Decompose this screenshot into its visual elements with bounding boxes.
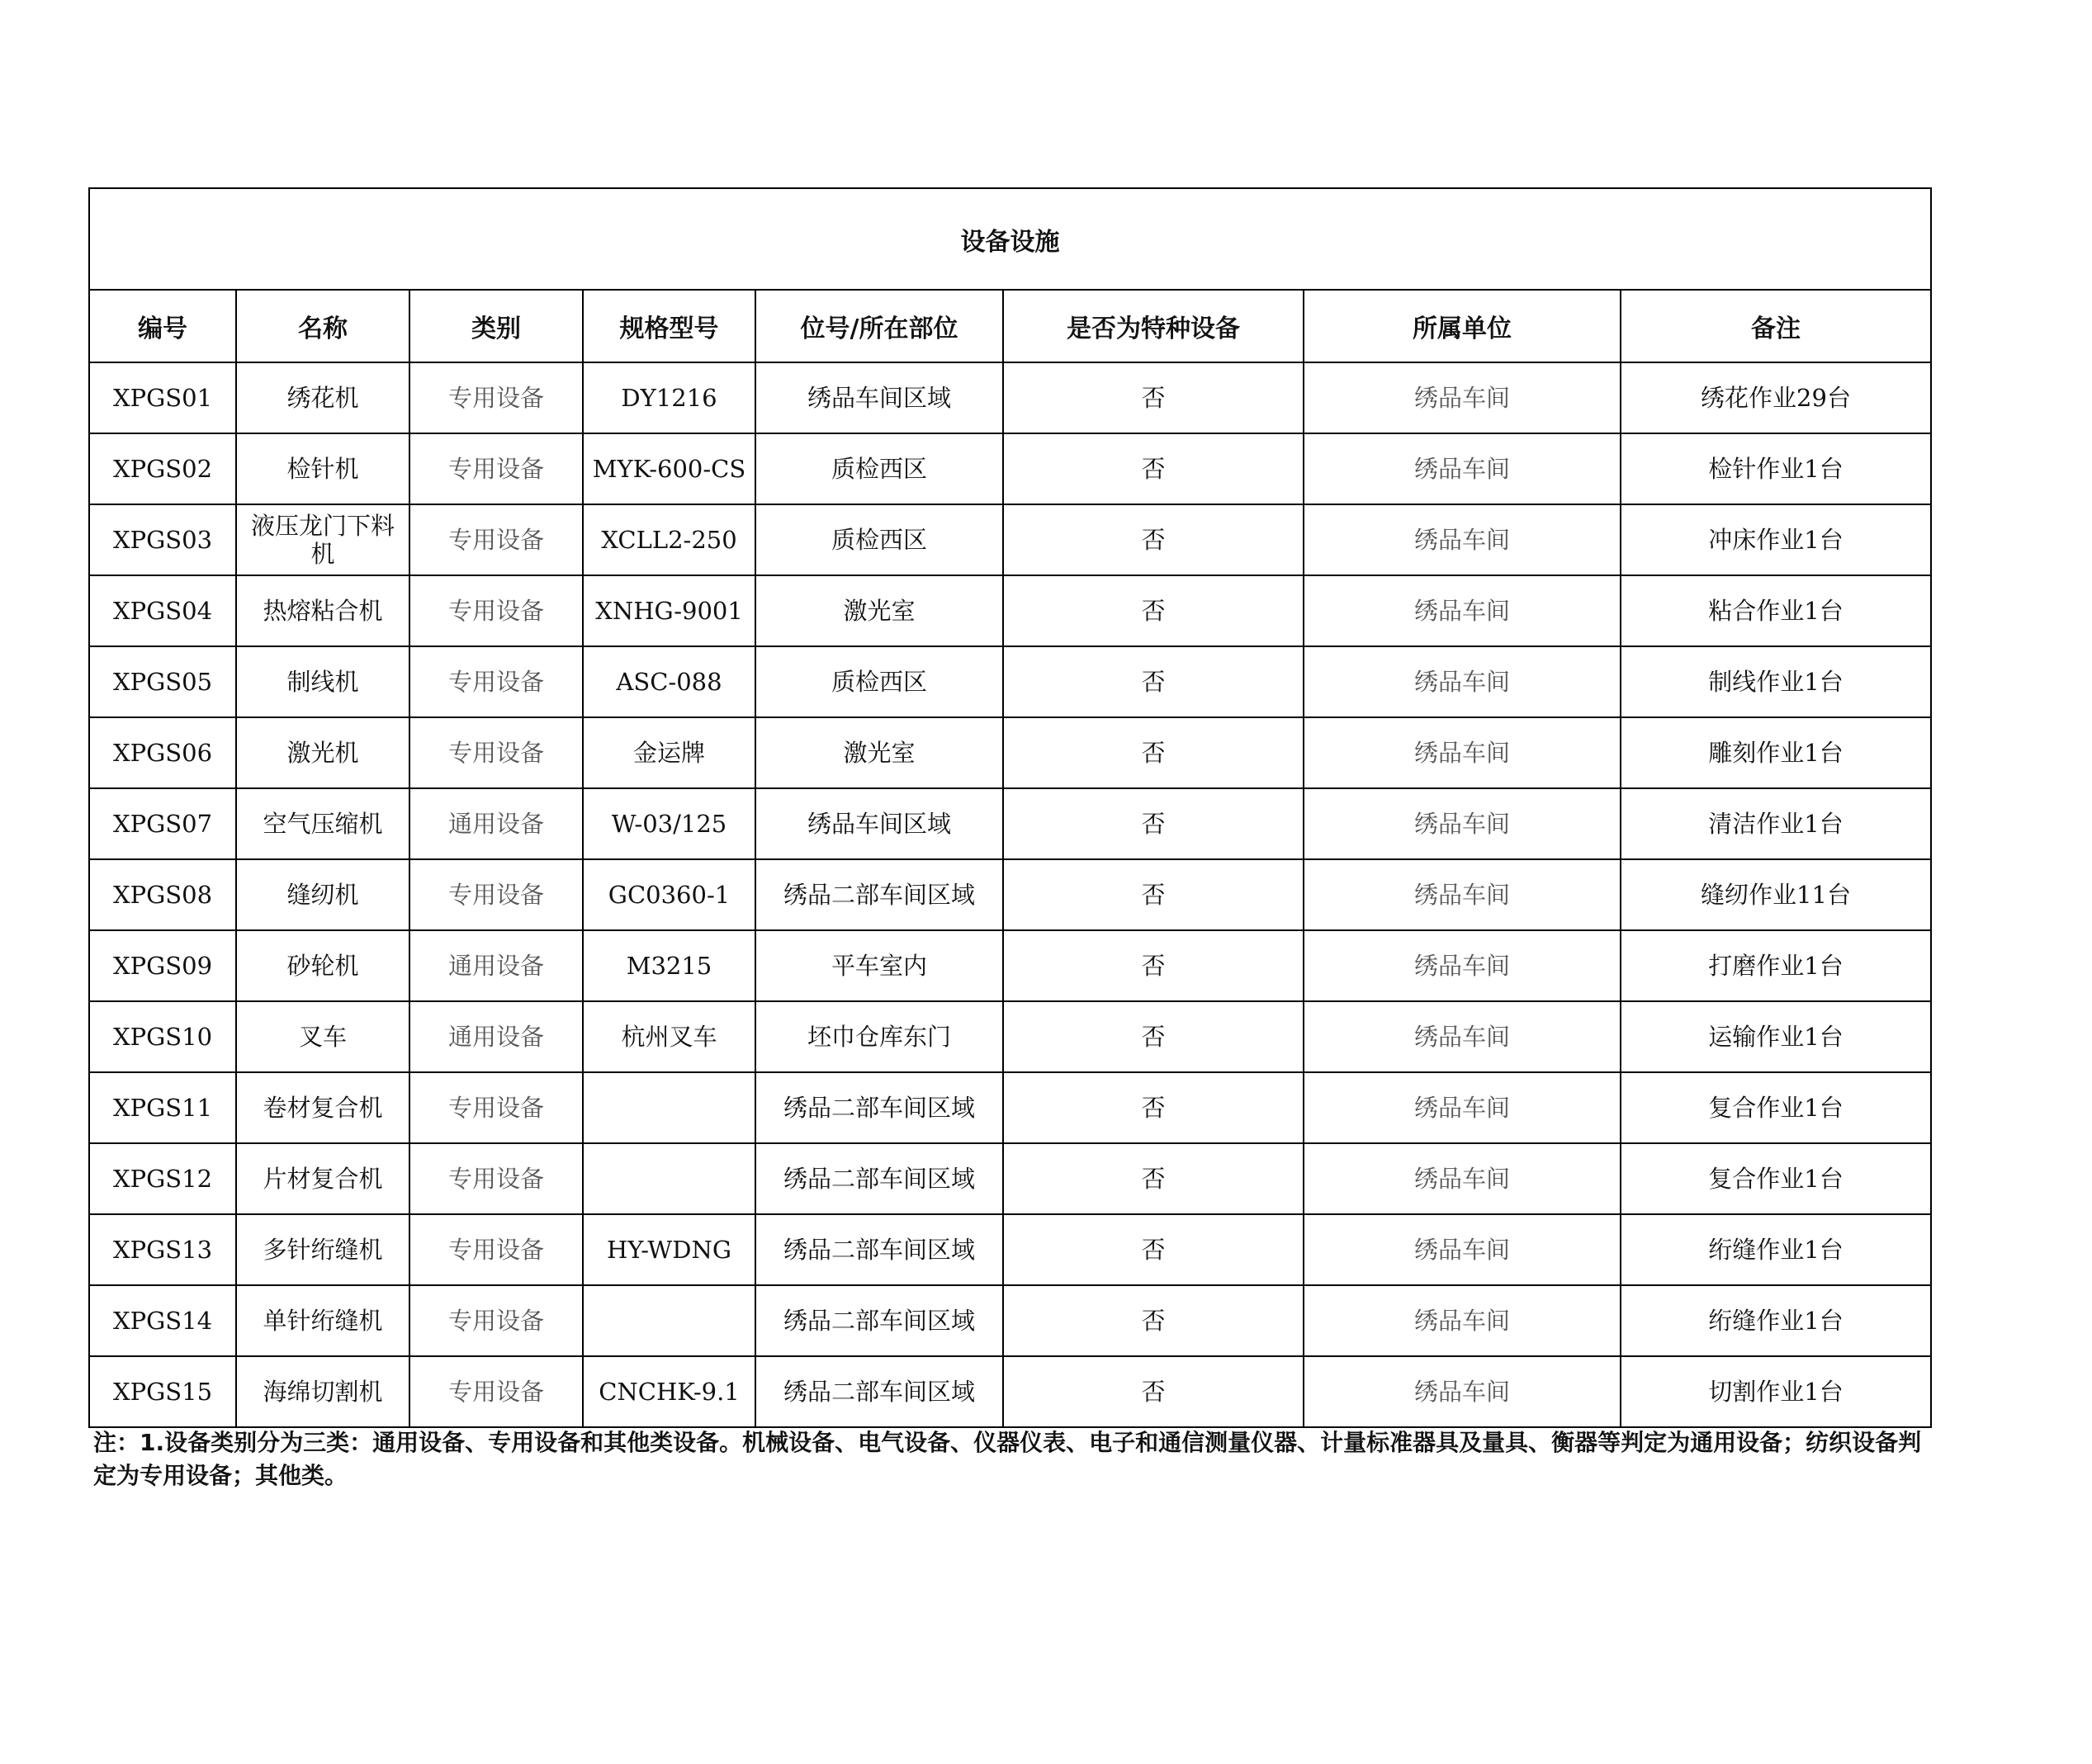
cell-name: 热熔粘合机 bbox=[236, 575, 409, 646]
column-header-category: 类别 bbox=[409, 290, 583, 362]
cell-unit: 绣品车间 bbox=[1304, 1285, 1621, 1356]
cell-special: 否 bbox=[1003, 575, 1304, 646]
table-row bbox=[89, 1001, 1931, 1072]
table-row bbox=[89, 930, 1931, 1001]
table-row bbox=[89, 1143, 1931, 1214]
cell-id: XPGS04 bbox=[89, 575, 236, 646]
cell-unit: 绣品车间 bbox=[1304, 717, 1621, 788]
cell-category: 专用设备 bbox=[409, 433, 583, 504]
cell-category: 专用设备 bbox=[409, 1356, 583, 1427]
cell-category: 通用设备 bbox=[409, 930, 583, 1001]
column-header-location: 位号/所在部位 bbox=[755, 290, 1003, 362]
cell-location: 平车室内 bbox=[755, 930, 1003, 1001]
cell-special: 否 bbox=[1003, 362, 1304, 433]
cell-unit: 绣品车间 bbox=[1304, 575, 1621, 646]
cell-id: XPGS09 bbox=[89, 930, 236, 1001]
cell-model bbox=[583, 1285, 755, 1356]
cell-remarks: 冲床作业1台 bbox=[1621, 504, 1931, 575]
cell-unit: 绣品车间 bbox=[1304, 930, 1621, 1001]
cell-location: 绣品车间区域 bbox=[755, 788, 1003, 859]
cell-model: W-03/125 bbox=[583, 788, 755, 859]
cell-special: 否 bbox=[1003, 1143, 1304, 1214]
cell-unit: 绣品车间 bbox=[1304, 1214, 1621, 1285]
cell-special: 否 bbox=[1003, 646, 1304, 717]
cell-remarks: 缝纫作业11台 bbox=[1621, 859, 1931, 930]
cell-id: XPGS12 bbox=[89, 1143, 236, 1214]
footnote: 注：1.设备类别分为三类：通用设备、专用设备和其他类设备。机械设备、电气设备、仪器仪表、电子和通信测量仪器、计量标准器具及量具、衡器等判定为通用设备；纺织设备判定为专用设备；其他类。 bbox=[93, 1429, 1922, 1489]
cell-location: 绣品二部车间区域 bbox=[755, 1072, 1003, 1143]
cell-category: 专用设备 bbox=[409, 859, 583, 930]
cell-id: XPGS11 bbox=[89, 1072, 236, 1143]
cell-remarks: 粘合作业1台 bbox=[1621, 575, 1931, 646]
table-body bbox=[89, 362, 1931, 1427]
cell-model: XCLL2-250 bbox=[583, 504, 755, 575]
cell-name: 叉车 bbox=[236, 1001, 409, 1072]
cell-name: 单针绗缝机 bbox=[236, 1285, 409, 1356]
cell-unit: 绣品车间 bbox=[1304, 1143, 1621, 1214]
cell-remarks: 打磨作业1台 bbox=[1621, 930, 1931, 1001]
cell-name: 片材复合机 bbox=[236, 1143, 409, 1214]
cell-location: 激光室 bbox=[755, 575, 1003, 646]
cell-special: 否 bbox=[1003, 1072, 1304, 1143]
table-row bbox=[89, 504, 1931, 575]
cell-model: CNCHK-9.1 bbox=[583, 1356, 755, 1427]
cell-id: XPGS10 bbox=[89, 1001, 236, 1072]
cell-category: 专用设备 bbox=[409, 362, 583, 433]
cell-id: XPGS06 bbox=[89, 717, 236, 788]
cell-remarks: 检针作业1台 bbox=[1621, 433, 1931, 504]
cell-unit: 绣品车间 bbox=[1304, 433, 1621, 504]
cell-remarks: 制线作业1台 bbox=[1621, 646, 1931, 717]
cell-category: 专用设备 bbox=[409, 504, 583, 575]
cell-remarks: 清洁作业1台 bbox=[1621, 788, 1931, 859]
cell-location: 绣品二部车间区域 bbox=[755, 1143, 1003, 1214]
table-row bbox=[89, 575, 1931, 646]
table-row bbox=[89, 1285, 1931, 1356]
cell-name: 空气压缩机 bbox=[236, 788, 409, 859]
cell-id: XPGS08 bbox=[89, 859, 236, 930]
cell-name: 检针机 bbox=[236, 433, 409, 504]
cell-remarks: 绗缝作业1台 bbox=[1621, 1214, 1931, 1285]
cell-model bbox=[583, 1143, 755, 1214]
cell-remarks: 运输作业1台 bbox=[1621, 1001, 1931, 1072]
table-title: 设备设施 bbox=[89, 188, 1931, 290]
cell-unit: 绣品车间 bbox=[1304, 1072, 1621, 1143]
column-header-unit: 所属单位 bbox=[1304, 290, 1621, 362]
cell-name: 缝纫机 bbox=[236, 859, 409, 930]
cell-unit: 绣品车间 bbox=[1304, 1356, 1621, 1427]
cell-id: XPGS15 bbox=[89, 1356, 236, 1427]
cell-location: 绣品车间区域 bbox=[755, 362, 1003, 433]
cell-name: 绣花机 bbox=[236, 362, 409, 433]
cell-unit: 绣品车间 bbox=[1304, 362, 1621, 433]
cell-model: GC0360-1 bbox=[583, 859, 755, 930]
cell-unit: 绣品车间 bbox=[1304, 859, 1621, 930]
cell-model: M3215 bbox=[583, 930, 755, 1001]
cell-model: HY-WDNG bbox=[583, 1214, 755, 1285]
cell-unit: 绣品车间 bbox=[1304, 504, 1621, 575]
cell-remarks: 绣花作业29台 bbox=[1621, 362, 1931, 433]
cell-id: XPGS01 bbox=[89, 362, 236, 433]
cell-remarks: 切割作业1台 bbox=[1621, 1356, 1931, 1427]
cell-special: 否 bbox=[1003, 717, 1304, 788]
table-row bbox=[89, 646, 1931, 717]
cell-name: 卷材复合机 bbox=[236, 1072, 409, 1143]
cell-special: 否 bbox=[1003, 1356, 1304, 1427]
cell-name: 制线机 bbox=[236, 646, 409, 717]
header-row bbox=[89, 290, 1931, 362]
cell-id: XPGS14 bbox=[89, 1285, 236, 1356]
cell-special: 否 bbox=[1003, 1001, 1304, 1072]
column-header-special-equipment: 是否为特种设备 bbox=[1003, 290, 1304, 362]
table-row bbox=[89, 1214, 1931, 1285]
column-header-model: 规格型号 bbox=[583, 290, 755, 362]
cell-model bbox=[583, 1072, 755, 1143]
cell-model: 金运牌 bbox=[583, 717, 755, 788]
table-row bbox=[89, 717, 1931, 788]
cell-unit: 绣品车间 bbox=[1304, 646, 1621, 717]
cell-remarks: 复合作业1台 bbox=[1621, 1143, 1931, 1214]
cell-category: 专用设备 bbox=[409, 1285, 583, 1356]
cell-remarks: 雕刻作业1台 bbox=[1621, 717, 1931, 788]
title-row bbox=[89, 188, 1931, 290]
cell-id: XPGS05 bbox=[89, 646, 236, 717]
cell-category: 专用设备 bbox=[409, 575, 583, 646]
cell-model: 杭州叉车 bbox=[583, 1001, 755, 1072]
cell-model: XNHG-9001 bbox=[583, 575, 755, 646]
cell-location: 质检西区 bbox=[755, 433, 1003, 504]
table-row bbox=[89, 362, 1931, 433]
column-header-id: 编号 bbox=[89, 290, 236, 362]
cell-special: 否 bbox=[1003, 1285, 1304, 1356]
cell-location: 激光室 bbox=[755, 717, 1003, 788]
cell-category: 通用设备 bbox=[409, 788, 583, 859]
column-header-name: 名称 bbox=[236, 290, 409, 362]
cell-id: XPGS02 bbox=[89, 433, 236, 504]
cell-id: XPGS03 bbox=[89, 504, 236, 575]
cell-location: 绣品二部车间区域 bbox=[755, 1214, 1003, 1285]
cell-model: MYK-600-CS bbox=[583, 433, 755, 504]
cell-special: 否 bbox=[1003, 788, 1304, 859]
table-row bbox=[89, 1072, 1931, 1143]
table-row bbox=[89, 859, 1931, 930]
cell-model: ASC-088 bbox=[583, 646, 755, 717]
cell-special: 否 bbox=[1003, 433, 1304, 504]
cell-name: 多针绗缝机 bbox=[236, 1214, 409, 1285]
equipment-table bbox=[88, 187, 1932, 1428]
cell-location: 质检西区 bbox=[755, 646, 1003, 717]
cell-category: 专用设备 bbox=[409, 1214, 583, 1285]
table-row bbox=[89, 1356, 1931, 1427]
cell-category: 专用设备 bbox=[409, 1072, 583, 1143]
cell-location: 质检西区 bbox=[755, 504, 1003, 575]
cell-location: 绣品二部车间区域 bbox=[755, 1285, 1003, 1356]
cell-unit: 绣品车间 bbox=[1304, 788, 1621, 859]
cell-location: 绣品二部车间区域 bbox=[755, 859, 1003, 930]
cell-name: 液压龙门下料机 bbox=[236, 504, 409, 575]
cell-name: 砂轮机 bbox=[236, 930, 409, 1001]
cell-unit: 绣品车间 bbox=[1304, 1001, 1621, 1072]
cell-model: DY1216 bbox=[583, 362, 755, 433]
cell-name: 海绵切割机 bbox=[236, 1356, 409, 1427]
cell-id: XPGS13 bbox=[89, 1214, 236, 1285]
cell-location: 坯巾仓库东门 bbox=[755, 1001, 1003, 1072]
cell-special: 否 bbox=[1003, 859, 1304, 930]
column-header-remarks: 备注 bbox=[1621, 290, 1931, 362]
cell-category: 专用设备 bbox=[409, 646, 583, 717]
cell-remarks: 绗缝作业1台 bbox=[1621, 1285, 1931, 1356]
table-row bbox=[89, 788, 1931, 859]
cell-special: 否 bbox=[1003, 504, 1304, 575]
table-row bbox=[89, 433, 1931, 504]
cell-remarks: 复合作业1台 bbox=[1621, 1072, 1931, 1143]
cell-id: XPGS07 bbox=[89, 788, 236, 859]
cell-category: 专用设备 bbox=[409, 1143, 583, 1214]
cell-location: 绣品二部车间区域 bbox=[755, 1356, 1003, 1427]
cell-special: 否 bbox=[1003, 930, 1304, 1001]
cell-name: 激光机 bbox=[236, 717, 409, 788]
cell-category: 专用设备 bbox=[409, 717, 583, 788]
cell-category: 通用设备 bbox=[409, 1001, 583, 1072]
cell-special: 否 bbox=[1003, 1214, 1304, 1285]
